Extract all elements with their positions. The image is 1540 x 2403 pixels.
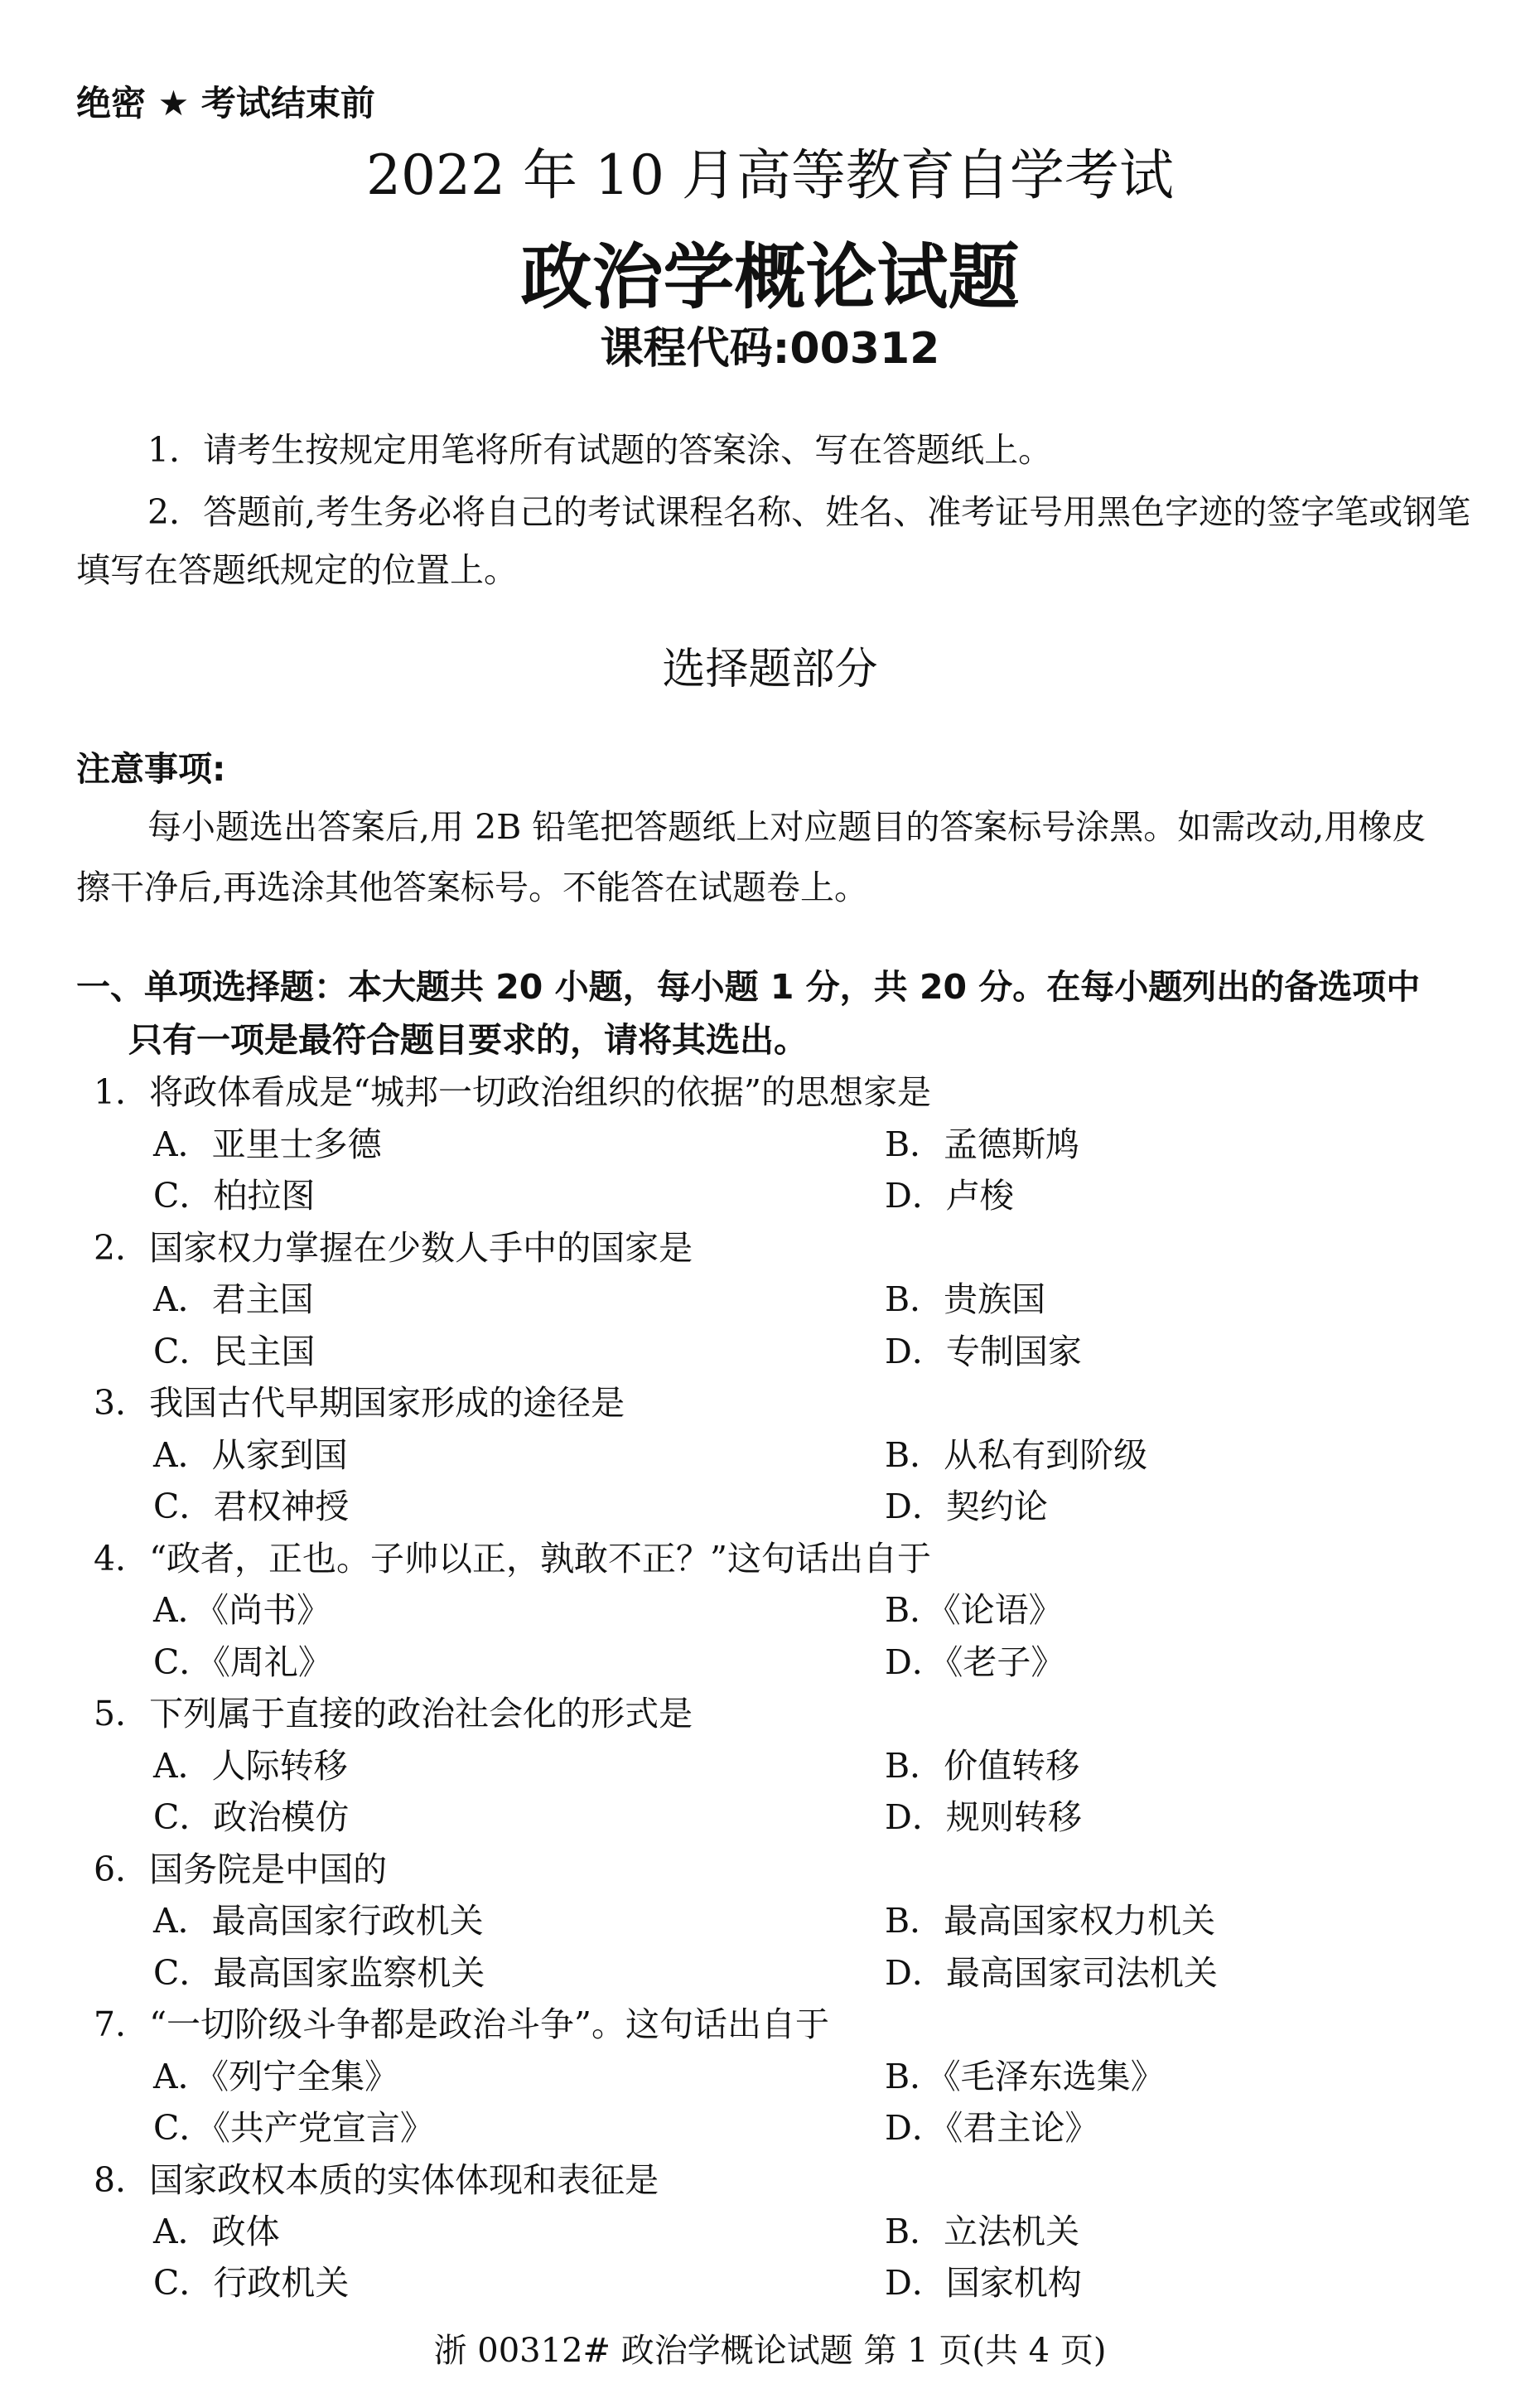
notice-label: 注意事项:	[76, 749, 226, 789]
instruction-2-line-1: 2．答题前,考生务必将自己的考试课程名称、姓名、准考证号用黑色字迹的签字笔或钢笔	[147, 492, 1471, 532]
option-a: A．亚里士多德	[153, 1124, 382, 1164]
option-c: C．《共产党宣言》	[153, 2108, 434, 2148]
question-stem: 2．国家权力掌握在少数人手中的国家是	[94, 1228, 693, 1268]
option-a: A．最高国家行政机关	[153, 1901, 484, 1941]
exam-title: 2022 年 10 月高等教育自学考试	[366, 143, 1174, 207]
option-c: C．民主国	[153, 1332, 316, 1371]
notice-line-1: 每小题选出答案后,用 2B 铅笔把答题纸上对应题目的答案标号涂黑。如需改动,用橡皮	[147, 807, 1427, 847]
option-b: B．贵族国	[885, 1279, 1046, 1319]
option-d: D．《老子》	[885, 1642, 1065, 1682]
part-heading-line-2: 只有一项是最符合题目要求的，请将其选出。	[128, 1020, 808, 1060]
question-stem: 5．下列属于直接的政治社会化的形式是	[94, 1694, 693, 1733]
part-heading-line-1: 一、单项选择题：本大题共 20 小题，每小题 1 分，共 20 分。在每小题列出的备选项中	[76, 967, 1421, 1007]
option-b: B．立法机关	[885, 2212, 1080, 2251]
question-stem: 4．“政者，正也。子帅以正，孰敢不正？”这句话出自于	[94, 1539, 932, 1579]
question-stem: 3．我国古代早期国家形成的途径是	[94, 1383, 625, 1423]
option-d: D．国家机构	[885, 2263, 1082, 2303]
question-stem: 7．“一切阶级斗争都是政治斗争”。这句话出自于	[94, 2004, 830, 2044]
instruction-1: 1．请考生按规定用笔将所有试题的答案涂、写在答题纸上。	[147, 430, 1053, 470]
option-b: B．孟德斯鸠	[885, 1124, 1080, 1164]
option-b: B．价值转移	[885, 1746, 1080, 1786]
notice-line-2: 擦干净后,再选涂其他答案标号。不能答在试题卷上。	[76, 868, 869, 907]
question-stem: 6．国务院是中国的	[94, 1849, 388, 1889]
option-c: C．行政机关	[153, 2263, 350, 2303]
option-d: D．契约论	[885, 1487, 1048, 1526]
option-a: A．政体	[153, 2212, 280, 2251]
option-d: D．最高国家司法机关	[885, 1953, 1218, 1993]
question-stem: 1．将政体看成是“城邦一切政治组织的依据”的思想家是	[94, 1072, 932, 1112]
option-d: D．卢梭	[885, 1176, 1014, 1216]
option-b: B．最高国家权力机关	[885, 1901, 1216, 1941]
option-d: D．《君主论》	[885, 2108, 1099, 2148]
option-d: D．规则转移	[885, 1797, 1082, 1837]
option-a: A．《列宁全集》	[153, 2057, 399, 2096]
page-footer: 浙 00312# 政治学概论试题 第 1 页(共 4 页)	[433, 2332, 1107, 2370]
option-a: A．人际转移	[153, 1746, 348, 1786]
option-c: C．政治模仿	[153, 1797, 350, 1837]
question-stem: 8．国家政权本质的实体体现和表征是	[94, 2160, 659, 2200]
course-code: 课程代码:00312	[600, 324, 940, 374]
option-b: B．从私有到阶级	[885, 1435, 1148, 1475]
section-title: 选择题部分	[662, 645, 878, 694]
option-c: C．《周礼》	[153, 1642, 332, 1682]
option-a: A．从家到国	[153, 1435, 348, 1475]
option-a: A．《尚书》	[153, 1590, 331, 1630]
confidential-label: 绝密 ★ 考试结束前	[76, 83, 375, 123]
option-b: B．《毛泽东选集》	[885, 2057, 1165, 2096]
option-b: B．《论语》	[885, 1590, 1063, 1630]
option-a: A．君主国	[153, 1279, 314, 1319]
instruction-2-line-2: 填写在答题纸规定的位置上。	[76, 550, 518, 590]
option-c: C．柏拉图	[153, 1176, 316, 1216]
option-d: D．专制国家	[885, 1332, 1082, 1371]
subject-title: 政治学概论试题	[520, 236, 1020, 319]
option-c: C．君权神授	[153, 1487, 350, 1526]
option-c: C．最高国家监察机关	[153, 1953, 485, 1993]
